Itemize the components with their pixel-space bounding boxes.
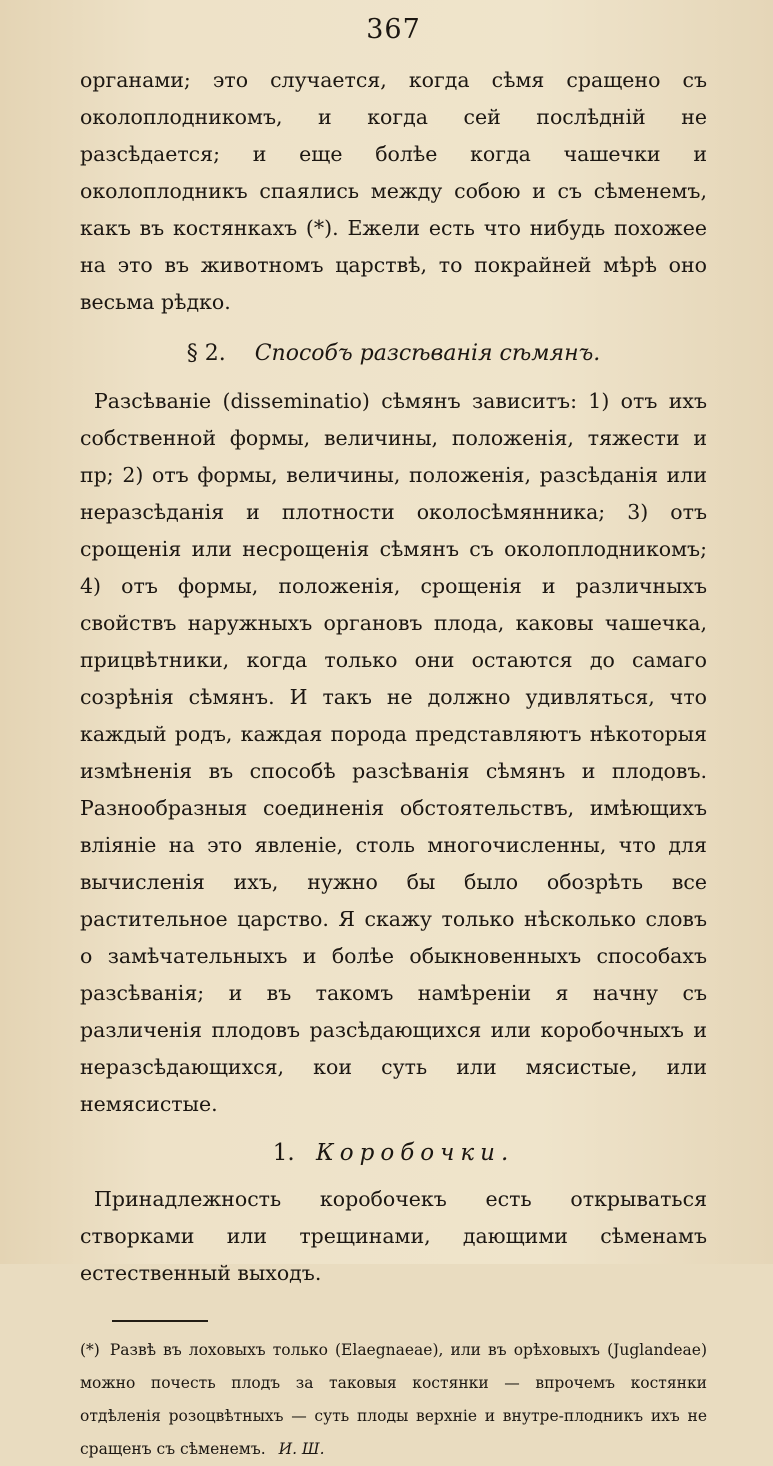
subsection-heading bbox=[80, 1135, 707, 1171]
page-number: 367 bbox=[366, 14, 421, 45]
section-heading bbox=[80, 337, 707, 371]
footnote-text: Развѣ въ лоховыхъ только (Elaegnaeae), или въ орѣховыхъ (Juglandeae) можно почесть плодъ за таковыя костянки — впрочемъ костянки отдѣленія розоцвѣтныхъ — суть плоды верхніе и внутре-плодникъ ихъ не сращенъ съ сѣменемъ. bbox=[80, 1341, 707, 1458]
footnote bbox=[80, 1334, 707, 1466]
section-paragraph: Разсѣваніе (disseminatio) сѣмянъ зависитъ: 1) отъ ихъ собственной формы, величины, положенія, тяжести и пр; 2) отъ формы, величины, положенія, разсѣданія или неразсѣданія и плотности околосѣмянника; 3) отъ срощенія или несрощенія сѣмянъ съ околоплодникомъ; 4) отъ формы, положенія, срощенія и различныхъ свойствъ наружныхъ органовъ плода, каковы чашечка, прицвѣтники, когда только они остаются до самаго созрѣнія сѣмянъ. И такъ не должно удивляться, что каждый родъ, каждая порода представляютъ нѣкоторыя измѣненія въ способѣ разсѣванія сѣмянъ и плодовъ. Разнообразныя соединенія обстоятельствъ, имѣющихъ вліяніе на это явленіе, столь многочисленны, что для вычисленія ихъ, нужно бы было обозрѣть все растительное царство. Я скажу только нѣсколько словъ о замѣчательныхъ и болѣе обыкновенныхъ способахъ разсѣванія; и въ такомъ намѣреніи я начну съ различенія плодовъ разсѣдающихся или коробочныхъ и неразсѣдающихся, кои суть или мясистые, или немясистые. bbox=[80, 389, 707, 1116]
intro-paragraph: органами; это случается, когда сѣмя сращено съ околоплодникомъ, и когда сей послѣдній не разсѣдается; и еще болѣе когда чашечки и околоплодникъ спаялись между собою и съ сѣменемъ, какъ въ костянкахъ (*). Ежели есть что нибудь похожее на это въ животномъ царствѣ, то покрайней мѣрѣ оно весьма рѣдко. bbox=[80, 68, 707, 314]
section-title: Способъ разсѣванія сѣмянъ. bbox=[254, 341, 601, 366]
subsection-number: 1. bbox=[272, 1140, 295, 1166]
section-number: § 2. bbox=[186, 341, 226, 366]
footnote-signature: И. Ш. bbox=[278, 1440, 325, 1458]
footnote-divider bbox=[112, 1320, 208, 1322]
footnote-mark: (*) bbox=[80, 1341, 100, 1359]
subsection-title: Коробочки. bbox=[315, 1140, 515, 1166]
subsection-paragraph: Принадлежность коробочекъ есть открываться створками или трещинами, дающими сѣменамъ естественный выходъ. bbox=[80, 1187, 707, 1285]
